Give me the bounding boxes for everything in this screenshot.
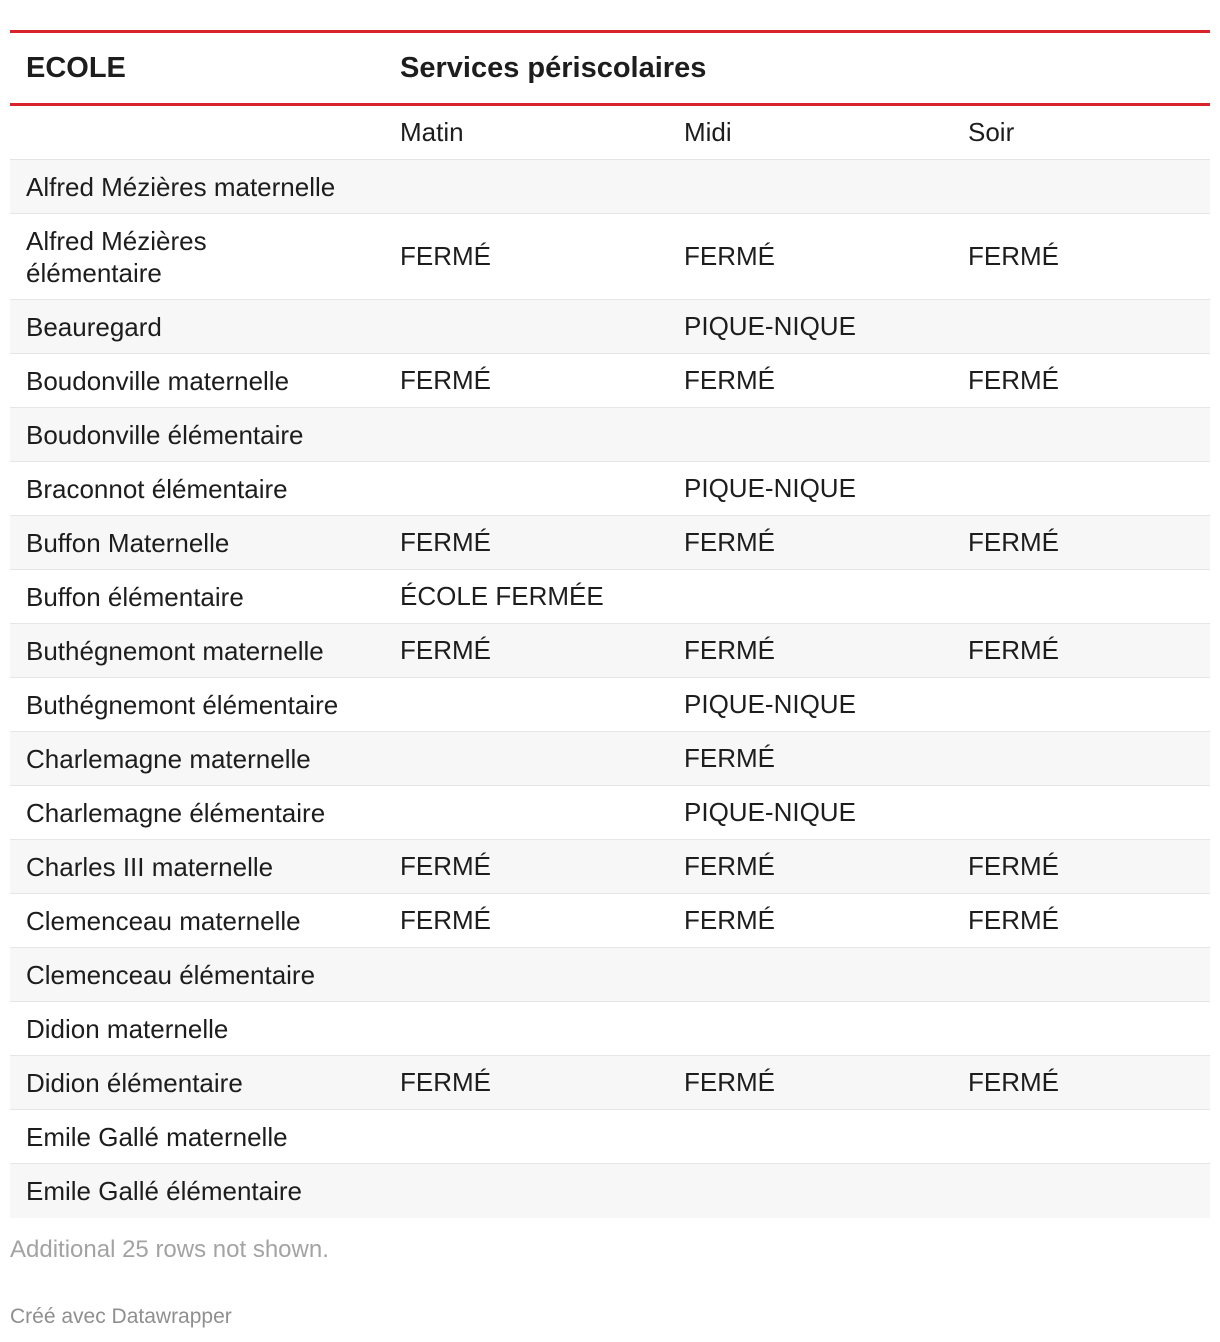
table-row [10,840,1210,894]
cell-matin: FERMÉ [400,241,491,271]
table-row [10,1110,1210,1164]
table-row [10,894,1210,948]
table-row [10,1002,1210,1056]
cell-soir: FERMÉ [968,851,1059,881]
table-row [10,678,1210,732]
cell-midi: PIQUE-NIQUE [684,311,856,341]
cell-ecole: Charles III maternelle [26,851,274,882]
cell-midi: FERMÉ [684,851,775,881]
table-row [10,516,1210,570]
cell-midi: PIQUE-NIQUE [684,473,856,503]
cell-midi: FERMÉ [684,527,775,557]
table-row [10,786,1210,840]
table-row [10,732,1210,786]
cell-ecole: Buffon élémentaire [26,581,244,612]
cell-soir: FERMÉ [968,241,1059,271]
table-row [10,354,1210,408]
cell-ecole: Boudonville élémentaire [26,419,304,450]
table-row [10,1164,1210,1218]
cell-matin: FERMÉ [400,851,491,881]
cell-soir: FERMÉ [968,365,1059,395]
subheader-soir: Soir [968,117,1015,147]
table-row [10,570,1210,624]
schools-table [10,30,1210,1218]
cell-ecole: Emile Gallé élémentaire [26,1176,303,1206]
cell-soir: FERMÉ [968,1067,1059,1097]
table-row [10,462,1210,516]
table-row [10,948,1210,1002]
cell-ecole: Boudonville maternelle [26,365,290,396]
cell-matin: FERMÉ [400,635,491,665]
table-row [10,408,1210,462]
cell-ecole: Clemenceau maternelle [26,905,301,936]
cell-ecole: Charlemagne élémentaire [26,797,326,828]
table-body [10,160,1210,1218]
cell-ecole: Didion élémentaire [26,1067,243,1098]
cell-matin: FERMÉ [400,365,491,395]
table-row [10,300,1210,354]
cell-ecole: Didion maternelle [26,1013,229,1044]
cell-midi: FERMÉ [684,365,775,395]
subheader-midi: Midi [684,117,732,147]
subheader-matin: Matin [400,117,464,147]
cell-soir: FERMÉ [968,635,1059,665]
cell-ecole: Alfred Mézières maternelle [26,171,336,202]
table-subheader [10,106,1210,160]
rows-not-shown-note: Additional 25 rows not shown. [10,1236,329,1263]
cell-matin: FERMÉ [400,905,491,935]
cell-midi: FERMÉ [684,241,775,271]
cell-ecole: Charlemagne maternelle [26,743,311,774]
cell-soir: FERMÉ [968,905,1059,935]
cell-midi: FERMÉ [684,635,775,665]
cell-ecole: Buffon Maternelle [26,527,230,558]
cell-ecole: Braconnot élémentaire [26,473,288,504]
table-row [10,1056,1210,1110]
cell-midi: PIQUE-NIQUE [684,797,856,827]
header-ecole: ECOLE [26,51,126,84]
cell-ecole: Emile Gallé maternelle [26,1121,288,1152]
cell-matin: ÉCOLE FERMÉE [400,581,604,611]
datawrapper-credit: Créé avec Datawrapper [10,1305,232,1328]
header-services: Services périscolaires [400,51,707,84]
cell-ecole: Buthégnemont élémentaire [26,689,339,720]
cell-midi: FERMÉ [684,743,775,773]
cell-ecole: Alfred Mézières élémentaire [26,225,207,288]
cell-midi: FERMÉ [684,905,775,935]
cell-midi: FERMÉ [684,1067,775,1097]
cell-matin: FERMÉ [400,1067,491,1097]
table-row [10,624,1210,678]
cell-matin: FERMÉ [400,527,491,557]
cell-ecole: Buthégnemont maternelle [26,635,324,666]
table-header [10,33,1210,103]
cell-ecole: Beauregard [26,311,162,342]
table-row [10,160,1210,214]
cell-midi: PIQUE-NIQUE [684,689,856,719]
table-row [10,214,1210,300]
cell-soir: FERMÉ [968,527,1059,557]
cell-ecole: Clemenceau élémentaire [26,959,316,990]
